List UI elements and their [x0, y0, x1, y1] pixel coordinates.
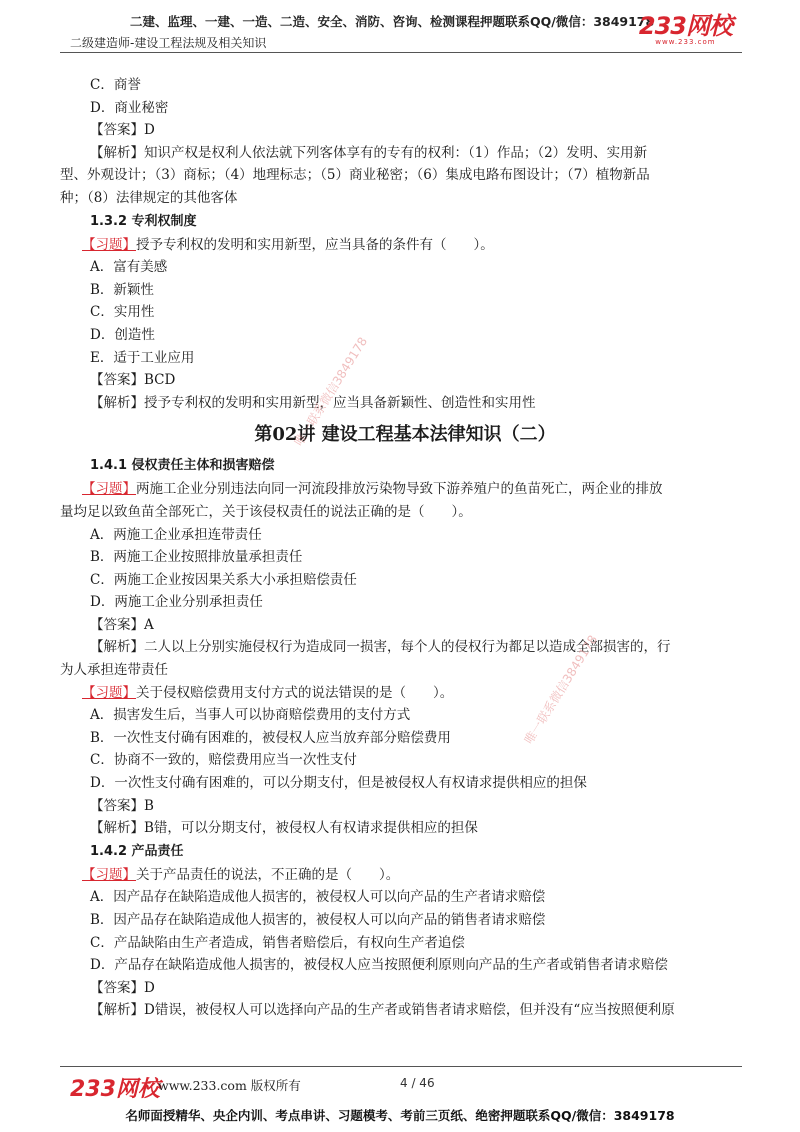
section-heading: 1.4.1 侵权责任主体和损害赔偿 — [90, 458, 275, 474]
answer-option: B．新颖性 — [90, 281, 154, 298]
paragraph-first-line: 【解析】知识产权是权利人依法就下列客体享有的专有的权利：（1）作品；（2）发明、实用新 — [90, 144, 648, 161]
page-footer — [0, 1060, 800, 1132]
question-tag: 【习题】 — [82, 684, 136, 701]
question-tag: 【习题】 — [82, 481, 136, 498]
brand-logo-url: www.233.com — [655, 38, 716, 46]
header-subject: 二级建造师-建设工程法规及相关知识 — [70, 36, 267, 50]
answer-option: C．实用性 — [90, 304, 155, 321]
answer-option: A．富有美感 — [90, 259, 168, 276]
answer-option: C．商誉 — [90, 77, 141, 93]
answer-option: C．两施工企业按因果关系大小承担赔偿责任 — [90, 571, 357, 588]
question-tag: 【习题】 — [82, 236, 136, 253]
question — [60, 234, 750, 257]
answer-option: C．产品缺陷由生产者造成，销售者赔偿后，有权向生产者追偿 — [90, 934, 465, 951]
header-divider — [60, 52, 742, 53]
footer-promo: 名师面授精华、央企内训、考点串讲、习题模考、考前三页纸、绝密押题联系QQ/微信：3849178 — [125, 1108, 675, 1123]
lecture-title: 第02讲 建设工程基本法律知识（二） — [254, 424, 556, 446]
footer-divider — [60, 1066, 742, 1067]
answer-option: D．商业秘密 — [90, 99, 169, 116]
brand-logo — [639, 14, 732, 46]
section-heading: 1.3.2 专利权制度 — [90, 213, 197, 229]
answer-option: A．因产品存在缺陷造成他人损害的，被侵权人可以向产品的生产者请求赔偿 — [90, 889, 546, 906]
watermark: 唯一联系微信3849178 — [521, 632, 601, 747]
question — [60, 478, 750, 523]
question-text: 关于产品责任的说法，不正确的是（ ）。 — [136, 866, 400, 883]
paragraph-line: 为人承担连带责任 — [60, 662, 168, 679]
answer-line: 【解析】授予专利权的发明和实用新型，应当具备新颖性、创造性和实用性 — [90, 394, 536, 411]
answer-option: A．损害发生后，当事人可以协商赔偿费用的支付方式 — [90, 707, 411, 724]
answer-option: B．两施工企业按照排放量承担责任 — [90, 549, 303, 566]
answer-option: B．因产品存在缺陷造成他人损害的，被侵权人可以向产品的销售者请求赔偿 — [90, 912, 546, 928]
header-promo: 二建、监理、一建、一造、二造、安全、消防、咨询、检测课程押题联系QQ/微信：3849178 — [130, 14, 655, 29]
answer-line: 【答案】B — [90, 797, 154, 814]
paragraph-first-line: 【解析】二人以上分别实施侵权行为造成同一损害，每个人的侵权行为都足以造成全部损害的，行 — [90, 639, 671, 656]
answer-line: 【答案】D — [90, 979, 155, 996]
question — [60, 864, 750, 887]
footer-copyright: www.233.com 版权所有 — [158, 1078, 301, 1093]
paragraph-line: 种；（8）法律规定的其他客体 — [60, 189, 238, 206]
question-tag: 【习题】 — [82, 866, 136, 883]
page-header — [0, 0, 800, 56]
answer-option: B．一次性支付确有困难的，被侵权人应当放弃部分赔偿费用 — [90, 729, 451, 746]
section-heading: 1.4.2 产品责任 — [90, 843, 184, 859]
answer-option: A．两施工企业承担连带责任 — [90, 526, 262, 543]
answer-line: 【解析】D错误，被侵权人可以选择向产品的生产者或销售者请求赔偿，但并没有“应当按照便利原 — [90, 1002, 675, 1019]
question-text: 授予专利权的发明和实用新型，应当具备的条件有（ ）。 — [136, 236, 494, 253]
explanation-paragraph — [60, 142, 750, 210]
footer-logo: 233网校 — [70, 1077, 160, 1102]
answer-line: 【解析】B错，可以分期支付，被侵权人有权请求提供相应的担保 — [90, 820, 478, 837]
answer-option: D．创造性 — [90, 326, 155, 343]
question — [60, 682, 750, 705]
explanation-paragraph — [60, 636, 750, 681]
answer-option: D．一次性支付确有困难的，可以分期支付，但是被侵权人有权请求提供相应的担保 — [90, 775, 587, 792]
answer-option: C．协商不一致的，赔偿费用应当一次性支付 — [90, 752, 357, 769]
brand-logo-mark: 233网校 — [638, 12, 732, 40]
page-number: 4 / 46 — [400, 1076, 435, 1090]
answer-line: 【答案】A — [90, 616, 154, 633]
question-text: 关于侵权赔偿费用支付方式的说法错误的是（ ）。 — [136, 684, 454, 701]
answer-option: D．两施工企业分别承担责任 — [90, 594, 263, 611]
question-line: 量均足以致鱼苗全部死亡，关于该侵权责任的说法正确的是（ ）。 — [60, 503, 472, 520]
watermark: 唯一联系微信3849178 — [291, 334, 371, 449]
answer-line: 【答案】BCD — [90, 372, 176, 389]
paragraph-line: 型、外观设计；（3）商标；（4）地理标志；（5）商业秘密；（6）集成电路布图设计；（7）植物新品 — [60, 167, 650, 184]
answer-line: 【答案】D — [90, 122, 155, 139]
answer-option: E．适于工业应用 — [90, 349, 195, 366]
document-body — [60, 74, 750, 1022]
answer-option: D．产品存在缺陷造成他人损害的，被侵权人应当按照便利原则向产品的生产者或销售者请求赔偿 — [90, 957, 668, 974]
question-text: 两施工企业分别违法向同一河流段排放污染物导致下游养殖户的鱼苗死亡，两企业的排放 — [136, 481, 663, 498]
